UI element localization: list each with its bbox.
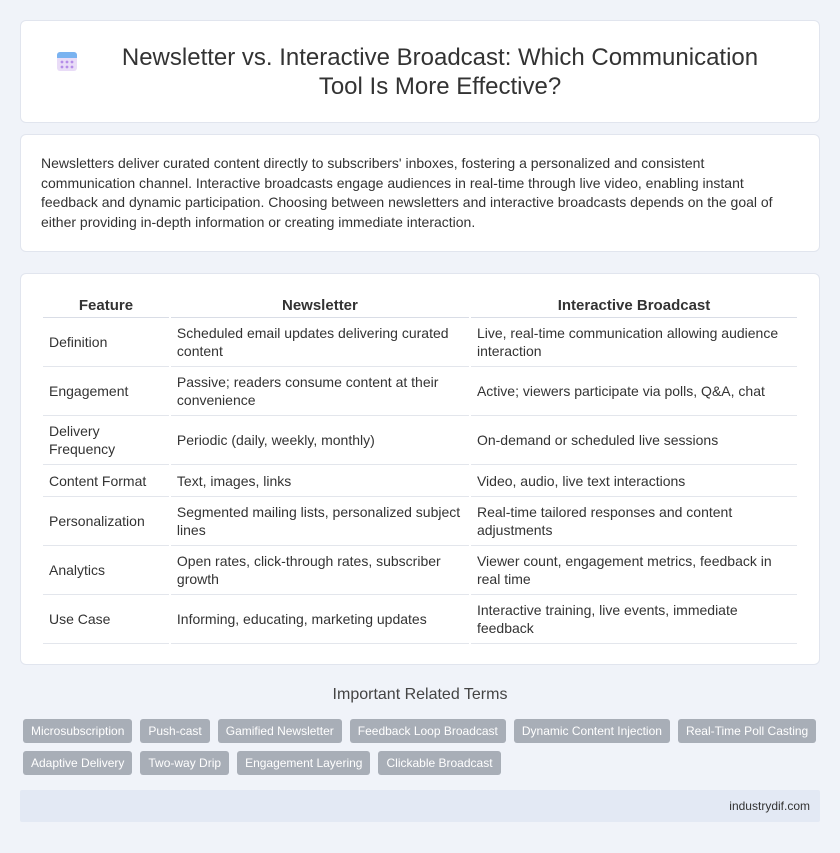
row-broadcast: Live, real-time communication allowing audience interaction	[471, 318, 797, 367]
related-tag[interactable]: Clickable Broadcast	[378, 751, 500, 775]
row-feature: Personalization	[43, 497, 169, 546]
table-row	[43, 497, 797, 546]
row-newsletter: Open rates, click-through rates, subscriber growth	[171, 546, 469, 595]
intro-card	[20, 134, 820, 252]
related-tag[interactable]: Microsubscription	[23, 719, 132, 743]
table-row	[43, 465, 797, 497]
table-row	[43, 367, 797, 416]
row-feature: Use Case	[43, 595, 169, 644]
page-title: Newsletter vs. Interactive Broadcast: Which Communication Tool Is More Effective?	[121, 43, 759, 100]
header-newsletter: Newsletter	[171, 296, 469, 318]
row-broadcast: Video, audio, live text interactions	[471, 465, 797, 497]
header-feature: Feature	[43, 296, 169, 318]
related-tag[interactable]: Adaptive Delivery	[23, 751, 132, 775]
table-row	[43, 546, 797, 595]
table-header-row	[43, 296, 797, 318]
row-newsletter: Segmented mailing lists, personalized subject lines	[171, 497, 469, 546]
related-terms-title: Important Related Terms	[332, 686, 508, 703]
related-tag[interactable]: Gamified Newsletter	[218, 719, 342, 743]
row-broadcast: Interactive training, live events, immediate feedback	[471, 595, 797, 644]
row-newsletter: Passive; readers consume content at their convenience	[171, 367, 469, 416]
row-broadcast: On-demand or scheduled live sessions	[471, 416, 797, 465]
table-row	[43, 318, 797, 367]
row-feature: Engagement	[43, 367, 169, 416]
related-tag[interactable]: Real-Time Poll Casting	[678, 719, 816, 743]
row-feature: Content Format	[43, 465, 169, 497]
row-broadcast: Real-time tailored responses and content adjustments	[471, 497, 797, 546]
row-broadcast: Viewer count, engagement metrics, feedback in real time	[471, 546, 797, 595]
related-tag[interactable]: Dynamic Content Injection	[514, 719, 670, 743]
row-feature: Definition	[43, 318, 169, 367]
comparison-table	[41, 296, 799, 644]
related-tag[interactable]: Push-cast	[140, 719, 209, 743]
title-card	[20, 20, 820, 123]
table-row	[43, 595, 797, 644]
intro-paragraph: Newsletters deliver curated content directly to subscribers' inboxes, fostering a personalized and consistent communication channel. Interactive broadcasts engage audiences in real-time through live video, enabling instant feedback and dynamic participation. Choosing between newsletters and interactive broadcasts depends on the goal of either providing in-depth information or creating immediate interaction.	[41, 155, 773, 230]
related-tag[interactable]: Feedback Loop Broadcast	[350, 719, 506, 743]
related-tag[interactable]: Two-way Drip	[140, 751, 229, 775]
footer-site-link[interactable]: industrydif.com	[729, 799, 810, 813]
related-terms-list	[23, 719, 823, 775]
table-row	[43, 416, 797, 465]
row-newsletter: Periodic (daily, weekly, monthly)	[171, 416, 469, 465]
row-newsletter: Scheduled email updates delivering curated content	[171, 318, 469, 367]
row-feature: Analytics	[43, 546, 169, 595]
row-broadcast: Active; viewers participate via polls, Q&A, chat	[471, 367, 797, 416]
header-interactive-broadcast: Interactive Broadcast	[471, 296, 797, 318]
row-newsletter: Text, images, links	[171, 465, 469, 497]
row-newsletter: Informing, educating, marketing updates	[171, 595, 469, 644]
related-tag[interactable]: Engagement Layering	[237, 751, 370, 775]
footer-bar	[20, 790, 820, 822]
comparison-table-card	[20, 273, 820, 665]
row-feature: Delivery Frequency	[43, 416, 169, 465]
